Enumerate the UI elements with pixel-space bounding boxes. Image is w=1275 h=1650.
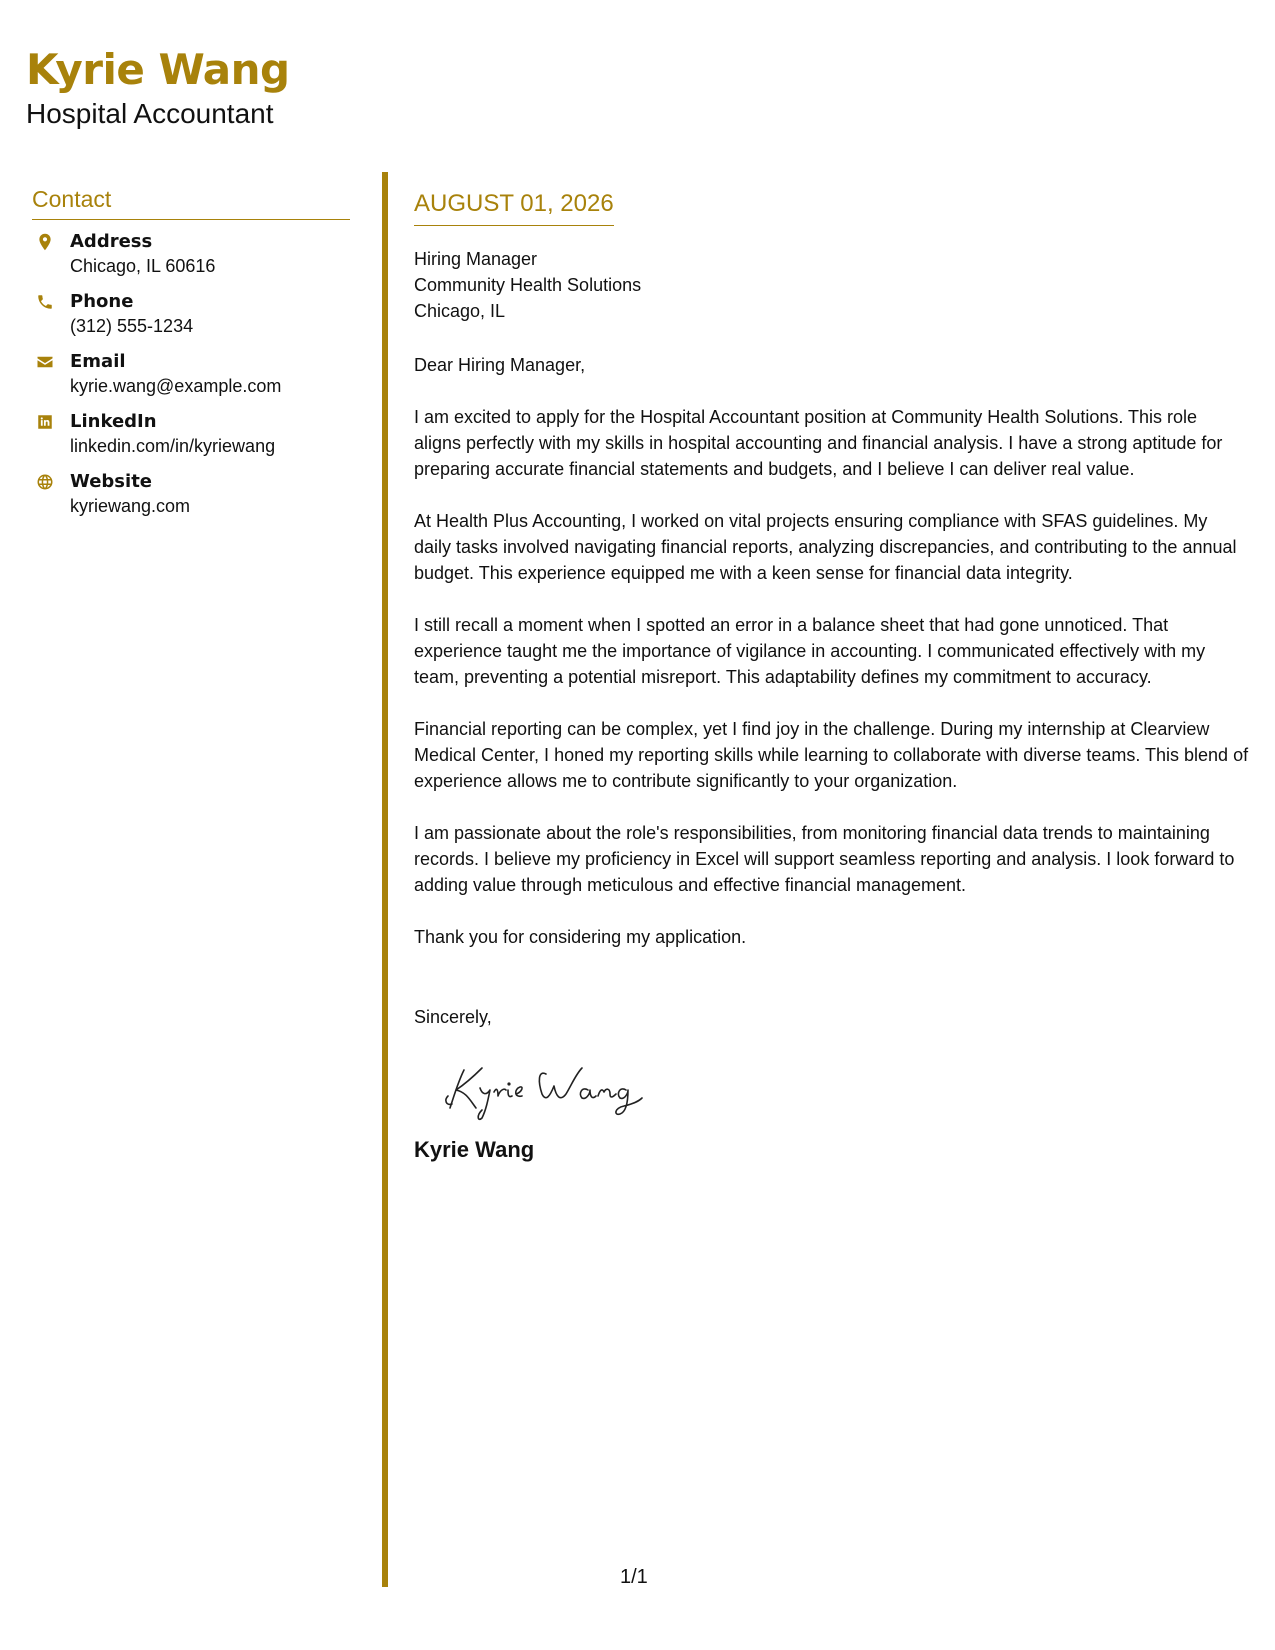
paragraph: I still recall a moment when I spotted an error in a balance sheet that had gone unnoticed. That experience taught me the importance of vigilance in accounting. I communicated effectively with my team, preventing a potential misreport. This adaptability defines my commitment to accuracy. bbox=[414, 614, 1206, 687]
signer-name: Kyrie Wang bbox=[414, 1136, 535, 1162]
page-number: 1/1 bbox=[620, 1566, 648, 1588]
closing: Sincerely, bbox=[414, 1006, 492, 1027]
contact-item-address bbox=[32, 230, 350, 278]
contact-label-email: Email bbox=[70, 350, 126, 372]
contact-value-address: Chicago, IL 60616 bbox=[70, 255, 216, 276]
contact-value-email: kyrie.wang@example.com bbox=[70, 375, 282, 396]
paragraph: I am excited to apply for the Hospital Accountant position at Community Health Solutions. This role aligns perfectly with my skills in hospital accounting and financial analysis. I have a strong aptitude for preparing accurate financial statements and budgets, and I believe I can deliver real value. bbox=[414, 406, 1223, 479]
envelope-icon bbox=[35, 352, 55, 372]
paragraph: Financial reporting can be complex, yet I find joy in the challenge. During my internship at Clearview Medical Center, I honed my reporting skills while learning to collaborate with diverse teams. This blend of experience allows me to contribute significantly to your organization. bbox=[414, 718, 1249, 791]
paragraph: I am passionate about the role's responsibilities, from monitoring financial data trends to maintaining records. I believe my proficiency in Excel will support seamless reporting and analysis. I look forward to adding value through meticulous and effective financial management. bbox=[414, 822, 1235, 895]
column-divider bbox=[382, 172, 388, 1587]
contact-item-website bbox=[32, 470, 350, 518]
paragraph: At Health Plus Accounting, I worked on vital projects ensuring compliance with SFAS guidelines. My daily tasks involved navigating financial reports, analyzing discrepancies, and contributing to the annual budget. This experience equipped me with a keen sense for financial data integrity. bbox=[414, 510, 1237, 583]
contact-item-phone bbox=[32, 290, 350, 338]
map-pin-icon bbox=[35, 232, 55, 252]
handwritten-signature bbox=[442, 1052, 672, 1122]
contact-value-linkedin: linkedin.com/in/kyriewang bbox=[70, 435, 276, 456]
contact-heading: Contact bbox=[32, 186, 350, 220]
contact-value-website: kyriewang.com bbox=[70, 495, 191, 516]
contact-list bbox=[32, 230, 350, 518]
letter-body bbox=[414, 190, 1249, 1163]
contact-value-phone: (312) 555-1234 bbox=[70, 315, 194, 336]
linkedin-icon bbox=[35, 412, 55, 432]
applicant-name: Kyrie Wang bbox=[26, 45, 290, 94]
contact-sidebar bbox=[32, 186, 350, 530]
applicant-title: Hospital Accountant bbox=[26, 98, 274, 129]
contact-item-linkedin bbox=[32, 410, 350, 458]
contact-label-linkedin: LinkedIn bbox=[70, 410, 157, 432]
contact-item-email bbox=[32, 350, 350, 398]
recipient-block bbox=[414, 246, 1249, 324]
letter-date: AUGUST 01, 2026 bbox=[414, 190, 614, 226]
recipient-line: Hiring Manager bbox=[414, 248, 538, 269]
contact-label-address: Address bbox=[70, 230, 153, 252]
globe-icon bbox=[35, 472, 55, 492]
salutation: Dear Hiring Manager, bbox=[414, 354, 586, 375]
contact-label-phone: Phone bbox=[70, 290, 134, 312]
recipient-line: Community Health Solutions bbox=[414, 274, 642, 295]
phone-icon bbox=[35, 292, 55, 312]
recipient-line: Chicago, IL bbox=[414, 300, 506, 321]
contact-label-website: Website bbox=[70, 470, 153, 492]
paragraph: Thank you for considering my application. bbox=[414, 926, 747, 947]
